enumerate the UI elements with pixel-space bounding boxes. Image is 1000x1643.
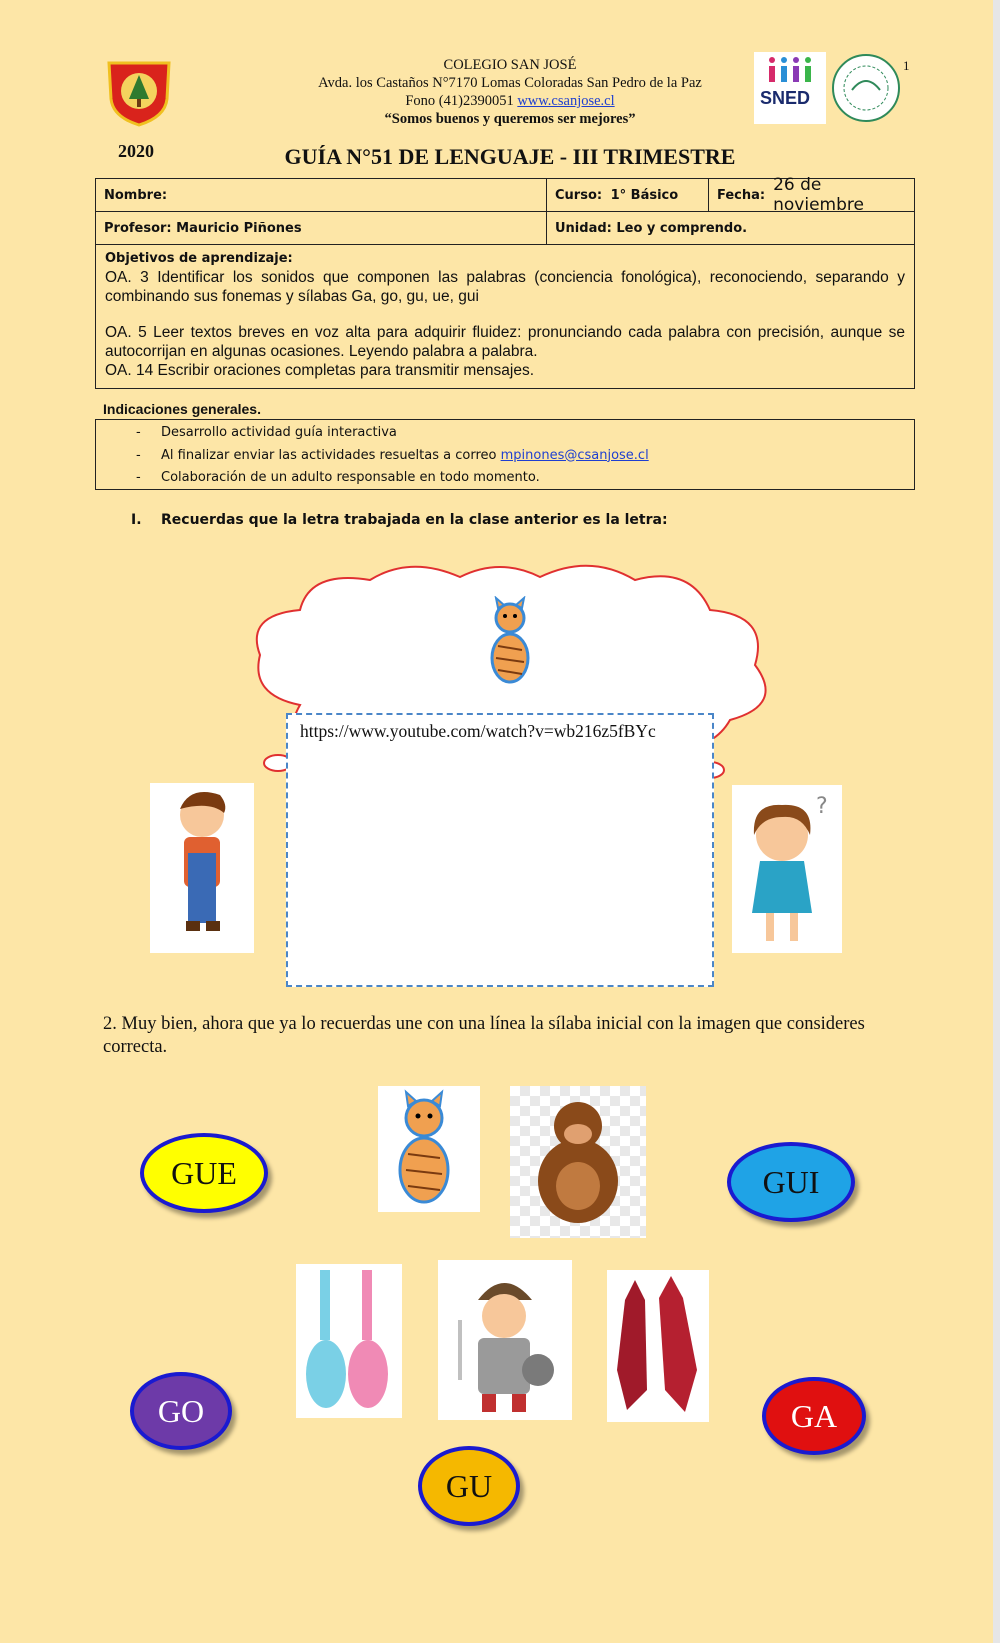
general-instructions-heading: Indicaciones generales.: [103, 401, 261, 417]
environmental-certification-seal: [830, 52, 902, 124]
unidad-cell: [547, 212, 914, 244]
fecha-value: 26 de noviembre: [773, 175, 864, 215]
section-2-prompt: 2. Muy bien, ahora que ya lo recuerdas une con una línea la sílaba inicial con la imagen que consideres correcta.: [103, 1014, 865, 1057]
cat-image: [378, 1086, 480, 1212]
curso-label: Curso:: [555, 187, 603, 203]
fecha-label: Fecha:: [717, 187, 766, 203]
cat-image: [484, 596, 544, 688]
syllable-gu-oval[interactable]: [418, 1446, 520, 1526]
syllable-gu-label: GU: [445, 1468, 493, 1504]
page-edge: [993, 0, 1000, 1643]
instruction-text: Al finalizar enviar las actividades resueltas a correo: [161, 447, 501, 463]
fecha-cell: [709, 175, 914, 215]
section-1-number: I.: [131, 512, 142, 528]
curso-cell: [547, 179, 709, 211]
info-row-2: [96, 212, 914, 245]
gorilla-image: [510, 1086, 646, 1238]
section-1-prompt: [131, 512, 668, 528]
svg-text:?: ?: [816, 794, 828, 819]
syllable-gue-label: GUE: [171, 1155, 237, 1191]
syllable-go-oval[interactable]: [130, 1372, 232, 1450]
teacher-email-link[interactable]: mpinones@csanjose.cl: [500, 447, 649, 463]
objectives-heading: Objetivos de aprendizaje:: [105, 251, 293, 266]
info-row-1: [96, 175, 914, 215]
general-instructions-list: [95, 419, 915, 490]
section-1-text: Recuerdas que la letra trabajada en la clase anterior es la letra:: [161, 512, 668, 528]
gloves-image: [607, 1270, 709, 1422]
instruction-item: - Desarrollo actividad guía interactiva: [136, 422, 914, 445]
nombre-cell[interactable]: [96, 179, 547, 211]
sned-logo: [754, 52, 826, 124]
guide-title: GUÍA N°51 DE LENGUAJE - III TRIMESTRE: [284, 144, 736, 169]
curso-value: 1° Básico: [610, 187, 679, 203]
school-name: COLEGIO SAN JOSÉ: [443, 57, 577, 73]
video-embed[interactable]: [286, 713, 714, 987]
school-crest-logo: [103, 55, 175, 128]
school-header: [260, 56, 760, 128]
syllable-go-label: GO: [157, 1393, 205, 1429]
syllable-gue-oval[interactable]: [140, 1133, 268, 1213]
page-number: 1: [903, 58, 910, 73]
profesor-cell: [96, 212, 547, 244]
instruction-item: [136, 445, 914, 468]
objective-oa5: OA. 5 Leer textos breves en voz alta para adquirir fluidez: pronunciando cada palabra con precisión, aunque se autocorrijan en algunas ocasiones. Leyendo palabra a palabra.: [105, 324, 905, 360]
school-website-link[interactable]: www.csanjose.cl: [517, 93, 615, 109]
warrior-image: [438, 1260, 572, 1420]
student-info-table: [95, 175, 915, 389]
video-url[interactable]: https://www.youtube.com/watch?v=wb216z5fBYc: [300, 721, 656, 741]
syllable-gui-oval[interactable]: [727, 1142, 855, 1222]
learning-objectives: [96, 245, 914, 388]
school-contact: [260, 92, 760, 110]
school-address: Avda. los Castaños N°7170 Lomas Coloradas San Pedro de la Paz: [318, 75, 702, 91]
school-phone: Fono (41)2390051: [405, 93, 514, 109]
unidad-label: Unidad: Leo y comprendo.: [555, 220, 748, 236]
sned-label: SNED: [760, 88, 811, 108]
school-motto: “Somos buenos y queremos ser mejores”: [384, 111, 636, 127]
year-label: 2020: [118, 141, 154, 161]
thinking-boy-image: [150, 783, 254, 953]
syllable-ga-oval[interactable]: [762, 1377, 866, 1455]
syllable-gui-label: GUI: [762, 1164, 820, 1200]
profesor-label: Profesor: Mauricio Piñones: [104, 220, 302, 236]
syllable-ga-label: GA: [790, 1398, 838, 1434]
instruction-item: - Colaboración de un adulto responsable en todo momento.: [136, 467, 914, 490]
objective-oa14: OA. 14 Escribir oraciones completas para transmitir mensajes.: [105, 362, 534, 379]
guitar-image: [296, 1264, 402, 1418]
thinking-girl-image: [732, 785, 842, 953]
objective-oa3: OA. 3 Identificar los sonidos que componen las palabras (conciencia fonológica), reconociendo, separando y combinando sus fonemas y sílabas Ga, go, gu, ue, gui: [105, 269, 905, 305]
nombre-label: Nombre:: [104, 187, 168, 203]
